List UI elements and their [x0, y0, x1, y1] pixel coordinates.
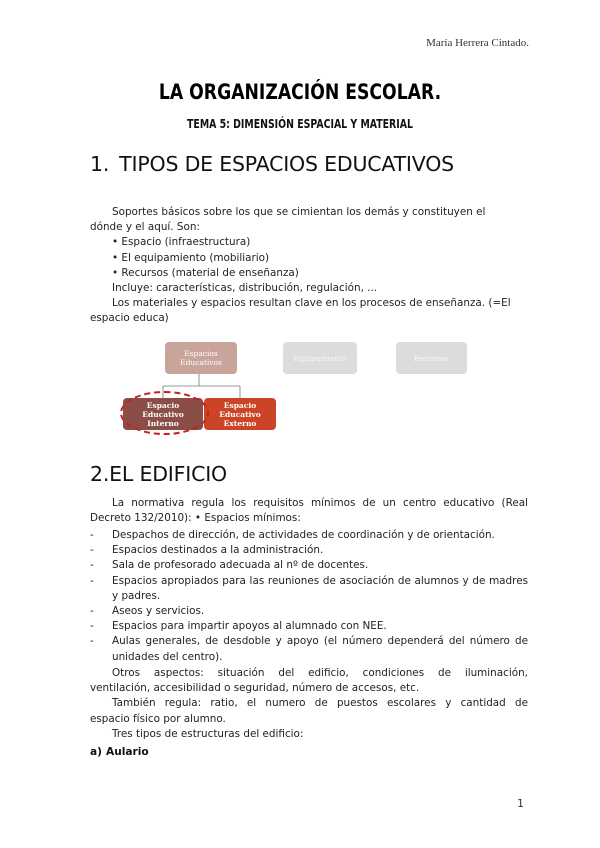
section-1-intro-cont: dónde y el aquí. Son:: [90, 221, 200, 234]
node-label: Espacio: [146, 400, 180, 410]
list-item-text: Despachos de dirección, de actividades de coordinación y de orientación.: [112, 529, 495, 541]
subheading-aulario: [90, 746, 149, 758]
node-label: Externo: [223, 418, 257, 428]
dash-marker: -: [90, 620, 94, 633]
list-item: [90, 528, 528, 543]
bullet-item: • Recursos (material de enseñanza): [112, 266, 299, 279]
section-1-number: 1.: [90, 152, 110, 176]
author-header: María Herrera Cintado.: [426, 37, 529, 49]
dash-marker: -: [90, 544, 94, 557]
list-item-text: Espacios para impartir apoyos al alumnado con NEE.: [112, 620, 387, 633]
node-label: Educativos: [180, 358, 222, 367]
section-1-intro: Soportes básicos sobre los que se cimientan los demás y constituyen el: [112, 206, 486, 218]
dash-marker: -: [90, 605, 94, 618]
list-item: [90, 543, 528, 558]
section-2-intro: La normativa regula los requisitos mínimos de un centro educativo (Real: [112, 497, 528, 509]
section-1-includes: Incluye: características, distribución, regulación, ...: [112, 282, 378, 295]
list-item: [90, 634, 528, 664]
otros-aspectos-cont: ventilación, accesibilidad o seguridad, número de accesos, etc.: [90, 682, 420, 695]
node-label: Espacio: [223, 400, 257, 410]
list-item-text: Aulas generales, de desdoble y apoyo (el número dependerá del número de unidades del centro).: [112, 635, 528, 663]
minimum-spaces-list: [90, 528, 528, 665]
list-item-text: Aseos y servicios.: [112, 605, 205, 618]
node-label: Equipamiento: [293, 353, 347, 363]
list-item: [90, 574, 528, 604]
list-item: [90, 604, 528, 619]
node-recursos: [396, 342, 467, 374]
bullet-item: • Espacio (infraestructura): [112, 236, 251, 249]
node-label: Espacios: [184, 349, 218, 358]
dash-marker: -: [90, 635, 94, 648]
list-item-text: Espacios apropiados para las reuniones de asociación de alumnos y de madres y padres.: [112, 574, 528, 602]
tambien-regula: También regula: ratio, el numero de puestos escolares y cantidad de: [112, 697, 528, 710]
list-item-text: Sala de profesorado adecuada al nº de docentes.: [112, 559, 369, 572]
section-2-intro-block: [90, 496, 528, 526]
list-item: [90, 558, 528, 573]
bullet-item: • El equipamiento (mobiliario): [112, 251, 270, 264]
tres-tipos: Tres tipos de estructuras del edificio:: [112, 727, 304, 740]
tambien-regula-cont: espacio físico por alumno.: [90, 712, 226, 725]
node-espacio-externo: [204, 398, 276, 430]
section-1-materials: Los materiales y espacios resultan clave en los procesos de enseñanza. (=El: [112, 297, 511, 310]
dash-marker: -: [90, 529, 94, 541]
document-subtitle: TEMA 5: DIMENSIÓN ESPACIAL Y MATERIAL: [187, 117, 413, 131]
page-number: 1: [517, 797, 524, 810]
section-2-heading: [90, 462, 227, 486]
section-1-body: [90, 205, 528, 327]
spaces-diagram: [117, 338, 477, 438]
section-1-heading: [90, 152, 454, 176]
section-1-materials-cont: espacio educa): [90, 312, 169, 325]
section-2-body: [90, 666, 528, 742]
section-2-intro-cont: Decreto 132/2010): • Espacios mínimos:: [90, 512, 301, 525]
section-2-number: 2.: [90, 462, 110, 486]
highlight-dashed-ellipse: [120, 391, 209, 435]
node-label: Recursos: [414, 353, 449, 363]
dash-marker: -: [90, 559, 94, 572]
section-1-title: TIPOS DE ESPACIOS EDUCATIVOS: [119, 152, 454, 176]
node-label: Educativo: [142, 409, 184, 419]
list-item-text: Espacios destinados a la administración.: [112, 544, 324, 557]
otros-aspectos: Otros aspectos: situación del edificio, condiciones de iluminación,: [112, 667, 528, 679]
subheading-label: Aulario: [106, 746, 149, 758]
node-label: Educativo: [219, 409, 261, 419]
dash-marker: -: [90, 574, 94, 587]
document-title: LA ORGANIZACIÓN ESCOLAR.: [158, 80, 442, 104]
subheading-letter: a): [90, 746, 102, 758]
node-equipamiento: [283, 342, 357, 374]
node-label: Interno: [147, 418, 179, 428]
list-item: [90, 619, 528, 634]
section-2-title: EL EDIFICIO: [109, 462, 227, 486]
node-espacios-educativos: [165, 342, 237, 374]
